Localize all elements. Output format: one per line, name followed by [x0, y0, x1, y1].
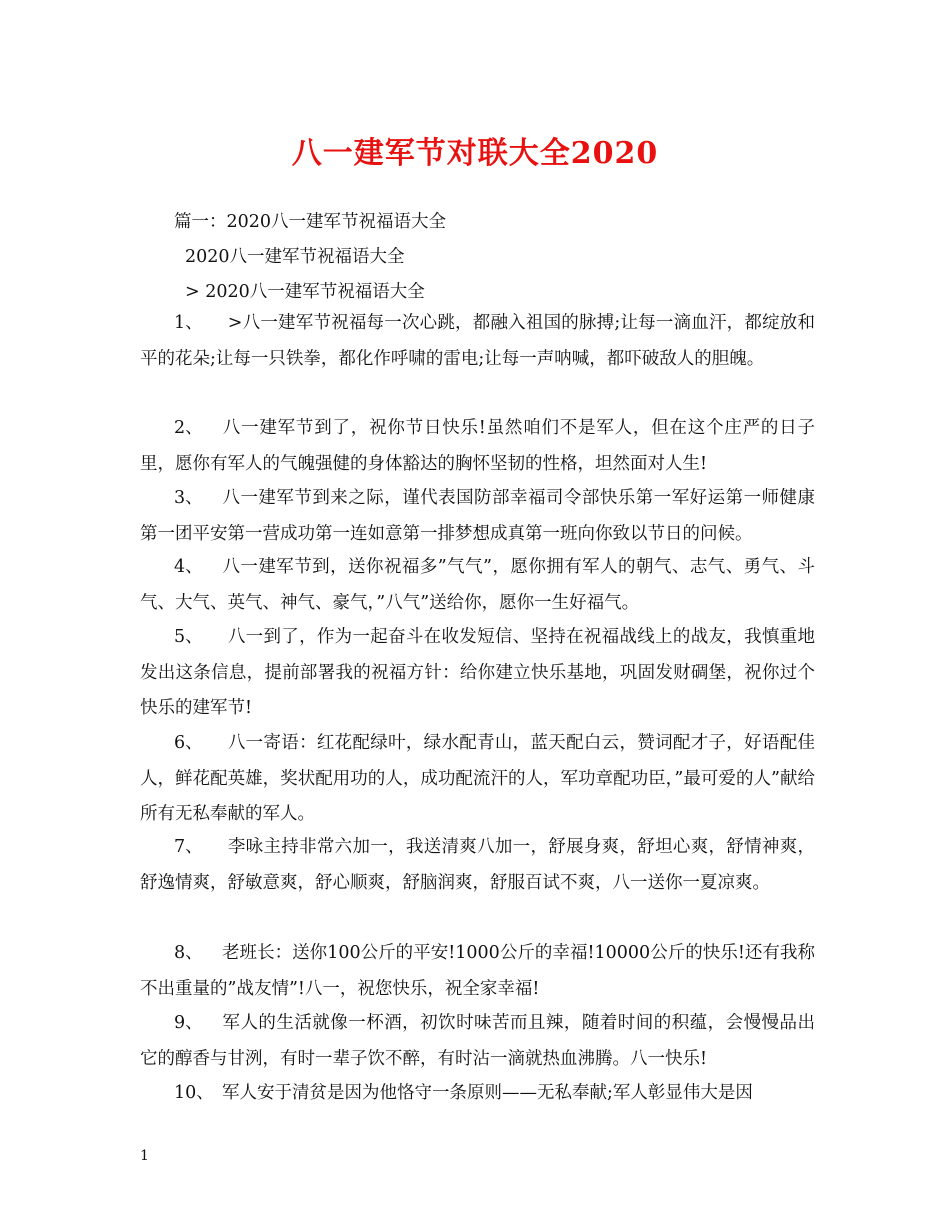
document-title: 八一建军节对联大全2020: [291, 136, 659, 171]
item-text: 八一寄语：红花配绿叶，绿水配青山，蓝天配白云，赞词配才子，好语配佳人，鲜花配英雄，奖状配用功的人，成功配流汗的人，军功章配功臣，”最可爱的人”献给所有无私奉献的军人。: [140, 733, 815, 824]
item-number: 4、: [174, 557, 203, 577]
item-text: 军人安于清贫是因为他恪守一条原则——无私奉献;军人彰显伟大是因: [222, 1083, 753, 1103]
item-text: 老班长：送你100公斤的平安!1000公斤的幸福!10000公斤的快乐!还有我称不出重量的”战友情”!八一，祝您快乐，祝全家幸福!: [140, 943, 815, 999]
item-number: 5、: [174, 627, 203, 647]
item-number: 2、: [174, 418, 203, 438]
item-number: 1、: [174, 313, 203, 333]
item-number: 9、: [174, 1013, 203, 1033]
list-item: [140, 936, 815, 1007]
item-number: 8、: [174, 943, 203, 963]
list-item: [140, 1006, 815, 1077]
item-text: 八一建军节到来之际，谨代表国防部幸福司令部快乐第一军好运第一师健康第一团平安第一营成功第一连如意第一排梦想成真第一班向你致以节日的问候。: [140, 488, 815, 544]
item-text: 八一建军节到了，祝你节日快乐!虽然咱们不是军人，但在这个庄严的日子里，愿你有军人的气魄强健的身体豁达的胸怀坚韧的性格，坦然面对人生!: [140, 418, 815, 474]
section-heading: 篇一：2020八一建军节祝福语大全: [174, 212, 447, 232]
list-item: [140, 830, 815, 901]
list-item: [140, 481, 815, 552]
subheading-arrow: > 2020八一建军节祝福语大全: [185, 282, 425, 302]
item-text: 李咏主持非常六加一，我送清爽八加一，舒展身爽，舒坦心爽，舒情神爽，舒逸情爽，舒敏意爽，舒心顺爽，舒脑润爽，舒服百试不爽，八一送你一夏凉爽。: [140, 837, 815, 893]
item-text: 军人的生活就像一杯酒，初饮时味苦而且辣，随着时间的积蕴，会慢慢品出它的醇香与甘洌，有时一辈子饮不醉，有时沾一滴就热血沸腾。八一快乐!: [140, 1013, 815, 1069]
list-item: [140, 411, 815, 482]
item-number: 6、: [174, 733, 203, 753]
list-item: [140, 306, 815, 377]
item-number: 10、: [174, 1083, 214, 1103]
subheading: 2020八一建军节祝福语大全: [185, 247, 405, 267]
list-item: [140, 550, 815, 621]
page-number: 1: [140, 1148, 149, 1164]
item-number: 7、: [174, 837, 203, 857]
list-item: [140, 726, 815, 833]
item-number: 3、: [174, 488, 203, 508]
list-item: [140, 620, 815, 727]
item-text: 八一建军节到，送你祝福多”气气”，愿你拥有军人的朝气、志气、勇气、斗气、大气、英气、神气、豪气，”八气”送给你，愿你一生好福气。: [140, 557, 815, 613]
item-text: 八一到了，作为一起奋斗在收发短信、坚持在祝福战线上的战友，我慎重地发出这条信息，提前部署我的祝福方针：给你建立快乐基地，巩固发财碉堡，祝你过个快乐的建军节!: [140, 627, 815, 718]
list-item: [140, 1076, 815, 1112]
item-text: >八一建军节祝福每一次心跳，都融入祖国的脉搏;让每一滴血汗，都绽放和平的花朵;让每一只铁拳，都化作呼啸的雷电;让每一声呐喊，都吓破敌人的胆魄。: [140, 313, 815, 369]
